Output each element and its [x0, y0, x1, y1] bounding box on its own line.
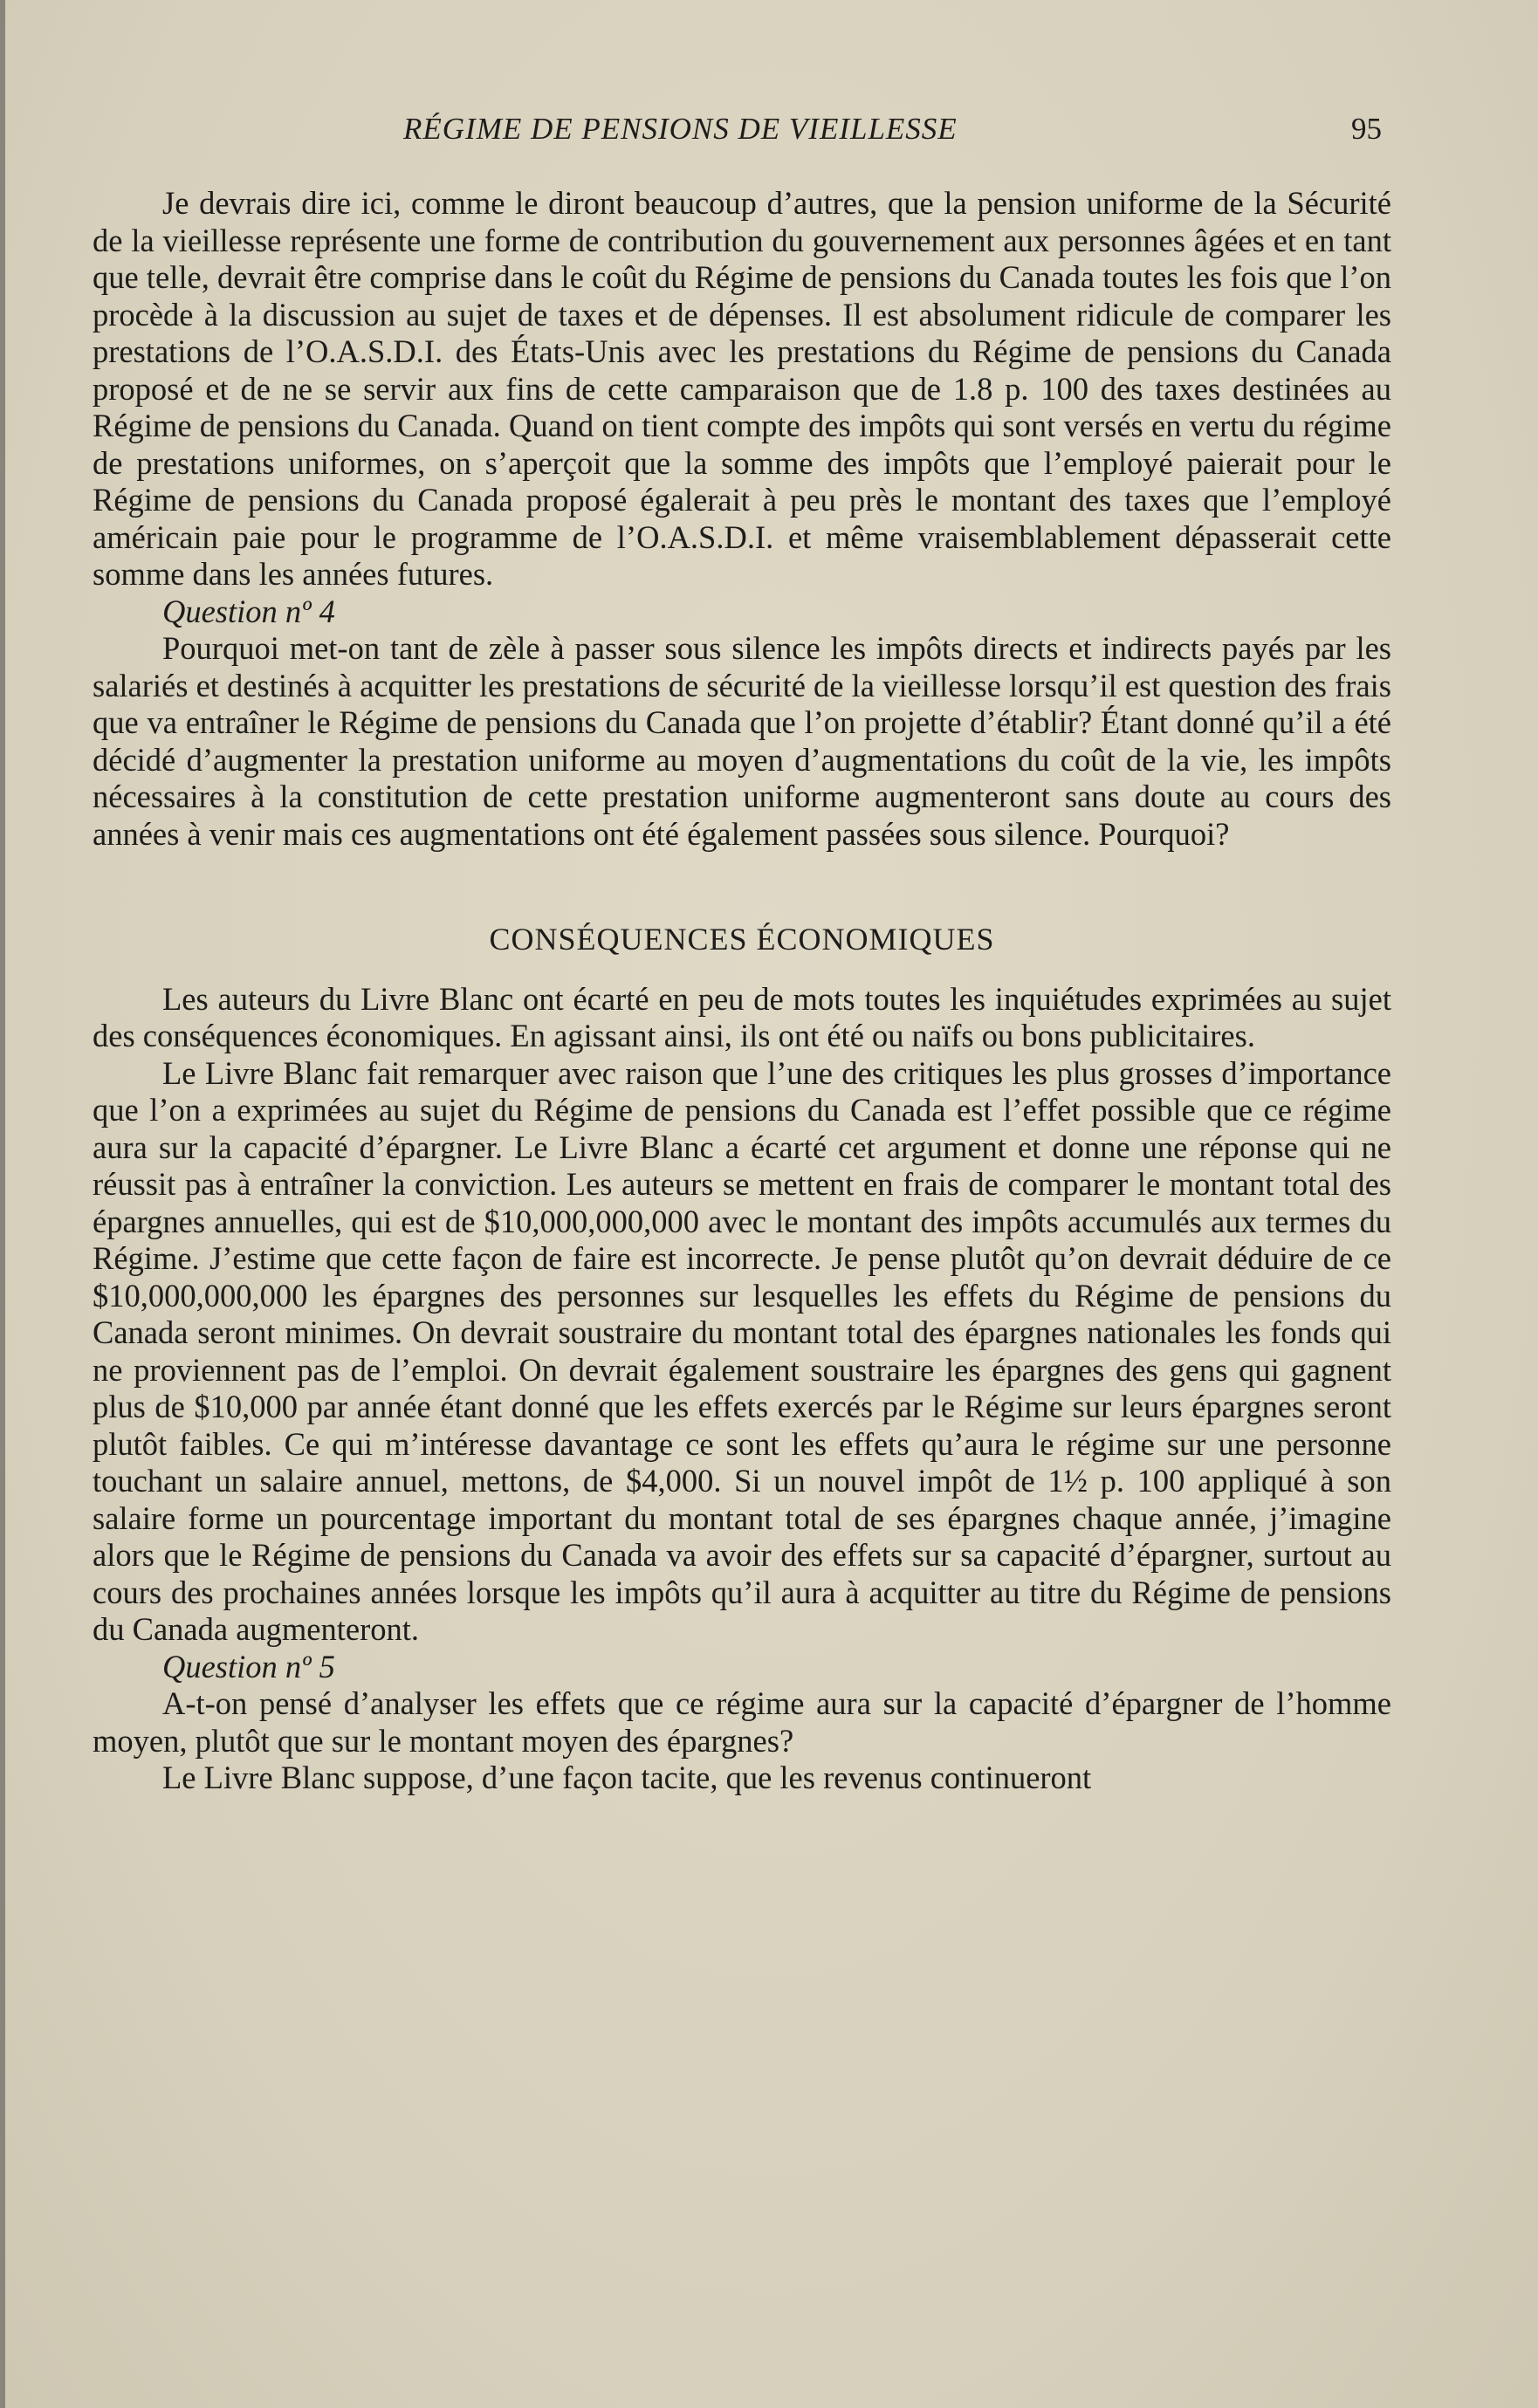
body-text: [93, 185, 1391, 1797]
question-4-label: Question nº 4: [162, 593, 335, 629]
paragraph-question-4: Pourquoi met-on tant de zèle à passer sous silence les impôts directs et indirects payés par les salariés et destinés à acquitter les prestations de sécurité de la vieillesse lorsqu’il est question des frais que va entraîner le Régime de pensions du Canada que l’on projette d’établir? Étant donné qu’il a été décidé d’augmenter la prestation uniforme au moyen d’augmentations du coût de la vie, les impôts nécessaires à la constitution de cette prestation uniforme augmenteront sans doute au cours des années à venir mais ces augmentations ont été également passées sous silence. Pourquoi?: [93, 630, 1391, 852]
paragraph-revenues: Le Livre Blanc suppose, d’une façon tacite, que les revenus continueront: [162, 1760, 1092, 1795]
paragraph-question-5: A-t-on pensé d’analyser les effets que ce régime aura sur la capacité d’épargner de l’homme moyen, plutôt que sur le montant moyen des épargnes?: [93, 1685, 1391, 1759]
question-5-label: Question nº 5: [162, 1648, 335, 1684]
page-number: 95: [1351, 112, 1382, 146]
section-heading: CONSÉQUENCES ÉCONOMIQUES: [489, 922, 995, 957]
page-binding-edge: [0, 0, 5, 2408]
paragraph-white-paper-authors: Les auteurs du Livre Blanc ont écarté en peu de mots toutes les inquiétudes exprimées au sujet des conséquences économiques. En agissant ainsi, ils ont été ou naïfs ou bons publicitaires.: [93, 980, 1391, 1053]
paragraph-pension-contribution: Je devrais dire ici, comme le diront beaucoup d’autres, que la pension uniforme de la Sécurité de la vieillesse représente une forme de contribution du gouvernement aux personnes âgées et en tant que telle, devrait être comprise dans le coût du Régime de pensions du Canada toutes les fois que l’on procède à la discussion au sujet de taxes et de dépenses. Il est absolument ridicule de comparer les prestations de l’O.A.S.D.I. des États-Unis avec les prestations du Régime de pensions du Canada proposé et de ne se servir aux fins de cette camparaison que de 1.8 p. 100 des taxes destinées au Régime de pensions du Canada. Quand on tient compte des impôts qui sont versés en vertu du régime de prestations uniformes, on s’aperçoit que la somme des impôts que l’employé paierait pour le Régime de pensions du Canada proposé égalerait à peu près le montant des taxes que l’employé américain paie pour le programme de l’O.A.S.D.I. et même vraisemblablement dépasserait cette somme dans les années futures.: [93, 185, 1391, 592]
paragraph-savings-capacity: Le Livre Blanc fait remarquer avec raison que l’une des critiques les plus grosses d’importance que l’on a exprimées au sujet du Régime de pensions du Canada est l’effet possible que ce régime aura sur la capacité d’épargner. Le Livre Blanc a écarté cet argument et donne une réponse qui ne réussit pas à entraîner la conviction. Les auteurs se mettent en frais de comparer le montant total des épargnes annuelles, qui est de $10,000,000,000 avec le montant des impôts accumulés aux termes du Régime. J’estime que cette façon de faire est incorrecte. Je pense plutôt qu’on devrait déduire de ce $10,000,000,000 les épargnes des personnes sur lesquelles les effets du Régime de pensions du Canada seront minimes. On devrait soustraire du montant total des épargnes nationales les fonds qui ne proviennent pas de l’emploi. On devrait également soustraire les épargnes des gens qui gagnent plus de $10,000 par année étant donné que les effets exercés par le Régime sur leurs épargnes seront plutôt faibles. Ce qui m’intéresse davantage ce sont les effets qu’aura le régime sur une personne touchant un salaire annuel, mettons, de $4,000. Si un nouvel impôt de 1½ p. 100 appliqué à son salaire forme un pourcentage important du montant total de ses épargnes chaque année, j’imagine alors que le Régime de pensions du Canada va avoir des effets sur sa capacité d’épargner, surtout au cours des prochaines années lorsque les impôts qu’il aura à acquitter au titre du Régime de pensions du Canada augmenteront.: [93, 1054, 1391, 1647]
running-title: RÉGIME DE PENSIONS DE VIEILLESSE: [403, 112, 958, 146]
running-header: [0, 112, 1538, 155]
